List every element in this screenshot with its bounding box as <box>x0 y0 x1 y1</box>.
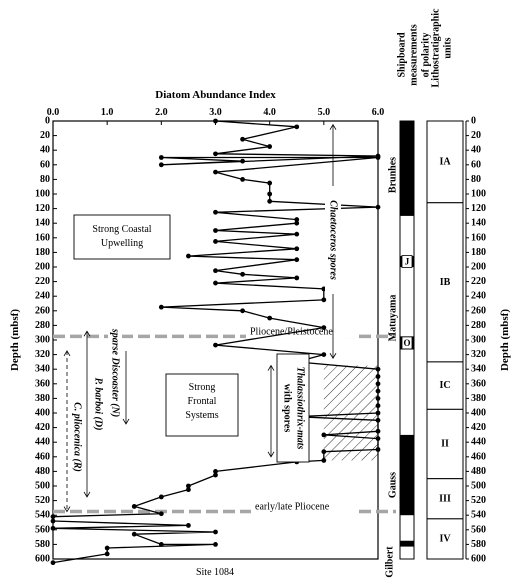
x-tick-label: 6.0 <box>371 107 385 118</box>
chaetoceros-label: Chaetoceros spores <box>327 200 339 280</box>
data-point <box>321 458 326 463</box>
data-point <box>376 396 381 401</box>
y-axis-title: Depth (mbsf) <box>9 308 21 372</box>
right-y-tick-label: 140 <box>471 217 486 229</box>
y-tick-label: 220 <box>35 276 50 288</box>
data-point <box>294 257 299 262</box>
polarity-subchron-label: J <box>404 256 410 267</box>
data-point <box>376 403 381 408</box>
data-point <box>159 511 164 516</box>
y-tick-label: 240 <box>35 290 50 302</box>
right-y-tick-label: 520 <box>471 495 486 507</box>
data-point <box>376 411 381 416</box>
y-tick-label: 320 <box>35 349 50 361</box>
data-point <box>213 473 218 478</box>
y-tick-label: 420 <box>35 422 50 434</box>
y-tick-label: 440 <box>35 436 50 448</box>
thalassiothrix-line2: with spores <box>281 383 293 433</box>
polarity-subchron-label: O <box>403 337 411 348</box>
right-y-tick-label: 60 <box>471 159 481 171</box>
data-point <box>132 504 137 509</box>
frontal-systems-line: Frontal <box>187 396 217 407</box>
data-point <box>376 367 381 372</box>
right-y-tick-label: 120 <box>471 203 486 215</box>
lith-unit-label: IV <box>439 533 451 545</box>
data-point <box>294 221 299 226</box>
y-tick-label: 180 <box>35 246 50 258</box>
right-y-tick-label: 280 <box>471 319 486 331</box>
data-point <box>376 429 381 434</box>
y-tick-label: 360 <box>35 378 50 390</box>
y-tick-label: 80 <box>40 173 50 185</box>
y-tick-label: 100 <box>35 188 50 200</box>
y-tick-label: 540 <box>35 509 50 521</box>
right-y-tick-label: 220 <box>471 276 486 288</box>
lith-unit-label: II <box>441 438 449 450</box>
y-tick-label: 400 <box>35 407 50 419</box>
data-point <box>267 181 272 186</box>
data-point <box>213 228 218 233</box>
data-point <box>294 246 299 251</box>
data-point <box>267 192 272 197</box>
data-point <box>321 352 326 357</box>
data-point <box>376 389 381 394</box>
data-point <box>213 343 218 348</box>
data-point <box>213 281 218 286</box>
data-point <box>213 239 218 244</box>
right-y-tick-label: 440 <box>471 436 486 448</box>
pliocenica-label: C. pliocenica (R) <box>71 402 83 472</box>
y-tick-label: 60 <box>40 159 50 171</box>
data-point <box>240 308 245 313</box>
y-tick-label: 120 <box>35 203 50 215</box>
right-y-tick-label: 300 <box>471 334 486 346</box>
right-y-tick-label: 560 <box>471 524 486 536</box>
y-tick-label: 160 <box>35 232 50 244</box>
frontal-systems-line: Strong <box>188 382 216 393</box>
x-tick-label: 3.0 <box>209 107 222 118</box>
y-tick-label: 600 <box>35 553 50 565</box>
data-point <box>294 124 299 129</box>
lith-unit-label: IA <box>439 156 451 168</box>
lith-header-line: units <box>442 37 454 59</box>
y-tick-label: 200 <box>35 261 50 273</box>
data-point <box>376 436 381 441</box>
discoaster-label: sparse Discoaster (N) <box>109 328 121 418</box>
data-point <box>159 495 164 500</box>
right-y-tick-label: 200 <box>471 261 486 273</box>
lith-unit-label: III <box>439 493 451 505</box>
right-y-tick-label: 580 <box>471 538 486 550</box>
data-point <box>321 297 326 302</box>
data-point <box>240 159 245 164</box>
chron-label: Brunhes <box>387 156 399 194</box>
chron-label: Matuyama <box>387 294 399 342</box>
right-axis-title: Depth (mbsf) <box>499 308 511 372</box>
data-point <box>376 374 381 379</box>
data-point <box>267 144 272 149</box>
y-tick-label: 140 <box>35 217 50 229</box>
data-point <box>105 546 110 551</box>
right-y-tick-label: 100 <box>471 188 486 200</box>
data-point <box>186 523 191 528</box>
coastal-upwelling-box <box>74 215 170 259</box>
boundary-label: Pliocene/Pleistocene <box>250 326 333 338</box>
y-tick-label: 0 <box>45 115 50 127</box>
data-point <box>213 542 218 547</box>
coastal-upwelling-line2: Upwelling <box>100 238 144 249</box>
data-point <box>213 530 218 535</box>
polarity-normal-interval <box>400 541 414 547</box>
right-y-tick-label: 260 <box>471 305 486 317</box>
data-point <box>376 205 381 210</box>
polarity-header-line: measurements <box>408 24 420 86</box>
x-tick-label: 5.0 <box>317 107 331 118</box>
data-point <box>186 487 191 492</box>
polarity-normal-interval <box>400 121 414 216</box>
right-y-tick-label: 400 <box>471 407 486 419</box>
x-tick-label: 2.0 <box>155 107 168 118</box>
data-point <box>240 137 245 142</box>
right-y-tick-label: 460 <box>471 451 486 463</box>
right-y-tick-label: 380 <box>471 392 486 404</box>
chron-label: Gauss <box>387 471 399 499</box>
data-point <box>376 155 381 160</box>
data-point <box>213 210 218 215</box>
x-tick-label: 1.0 <box>100 107 114 118</box>
y-tick-label: 380 <box>35 392 50 404</box>
y-tick-label: 340 <box>35 363 50 375</box>
thalassiothrix-line1: Thalassiothrix-mats <box>294 366 306 450</box>
data-point <box>51 519 56 524</box>
data-point <box>240 272 245 277</box>
right-y-tick-label: 540 <box>471 509 486 521</box>
y-tick-label: 20 <box>40 130 50 142</box>
right-y-tick-label: 500 <box>471 480 486 492</box>
data-point <box>213 119 218 124</box>
y-tick-label: 460 <box>35 451 50 463</box>
coastal-upwelling-line1: Strong Coastal <box>92 224 152 235</box>
data-point <box>159 155 164 160</box>
y-tick-label: 480 <box>35 465 50 477</box>
data-point <box>105 551 110 556</box>
y-tick-label: 560 <box>35 524 50 536</box>
data-point <box>51 514 56 519</box>
polarity-header-line: of polarity <box>420 32 432 78</box>
right-y-tick-label: 20 <box>471 130 481 142</box>
data-point <box>159 162 164 167</box>
data-point <box>132 532 137 537</box>
y-tick-label: 260 <box>35 305 50 317</box>
right-y-tick-label: 320 <box>471 349 486 361</box>
right-y-tick-label: 340 <box>471 363 486 375</box>
chron-label: Gilbert <box>384 546 396 578</box>
data-point <box>321 433 326 438</box>
right-y-tick-label: 480 <box>471 465 486 477</box>
y-tick-label: 580 <box>35 538 50 550</box>
right-y-tick-label: 180 <box>471 246 486 258</box>
right-y-tick-label: 360 <box>471 378 486 390</box>
y-tick-label: 300 <box>35 334 50 346</box>
data-point <box>294 276 299 281</box>
y-tick-label: 500 <box>35 480 50 492</box>
data-point <box>294 232 299 237</box>
x-axis-title: Diatom Abundance Index <box>155 89 276 101</box>
data-point <box>240 177 245 182</box>
data-point <box>267 199 272 204</box>
right-y-tick-label: 160 <box>471 232 486 244</box>
data-point <box>213 170 218 175</box>
data-point <box>376 381 381 386</box>
data-point <box>186 254 191 259</box>
polarity-normal-interval <box>400 435 414 515</box>
data-point <box>376 447 381 452</box>
y-tick-label: 280 <box>35 319 50 331</box>
data-point <box>51 560 56 565</box>
site-label: Site 1084 <box>195 567 235 578</box>
data-point <box>321 449 326 454</box>
right-y-tick-label: 600 <box>471 553 486 565</box>
lith-header-line: Lithostratigraphic <box>430 8 442 88</box>
data-point <box>51 526 56 531</box>
boundary-label: early/late Pliocene <box>255 501 330 513</box>
data-point <box>267 316 272 321</box>
right-y-tick-label: 240 <box>471 290 486 302</box>
data-point <box>213 151 218 156</box>
x-tick-label: 0.0 <box>46 107 60 118</box>
y-tick-label: 40 <box>40 144 50 156</box>
y-tick-label: 520 <box>35 495 50 507</box>
right-y-tick-label: 420 <box>471 422 486 434</box>
right-y-tick-label: 0 <box>471 115 476 127</box>
data-point <box>159 305 164 310</box>
barboi-label: P. barboi (D) <box>92 377 104 431</box>
right-y-tick-label: 80 <box>471 173 481 185</box>
frontal-systems-line: Systems <box>185 410 219 421</box>
polarity-header-line: Shipboard <box>396 32 408 78</box>
lith-unit-label: IC <box>439 380 451 392</box>
x-tick-label: 4.0 <box>263 107 276 118</box>
data-point <box>159 542 164 547</box>
data-point <box>213 268 218 273</box>
data-point <box>376 418 381 423</box>
lith-unit-label: IB <box>439 276 451 288</box>
right-y-tick-label: 40 <box>471 144 481 156</box>
